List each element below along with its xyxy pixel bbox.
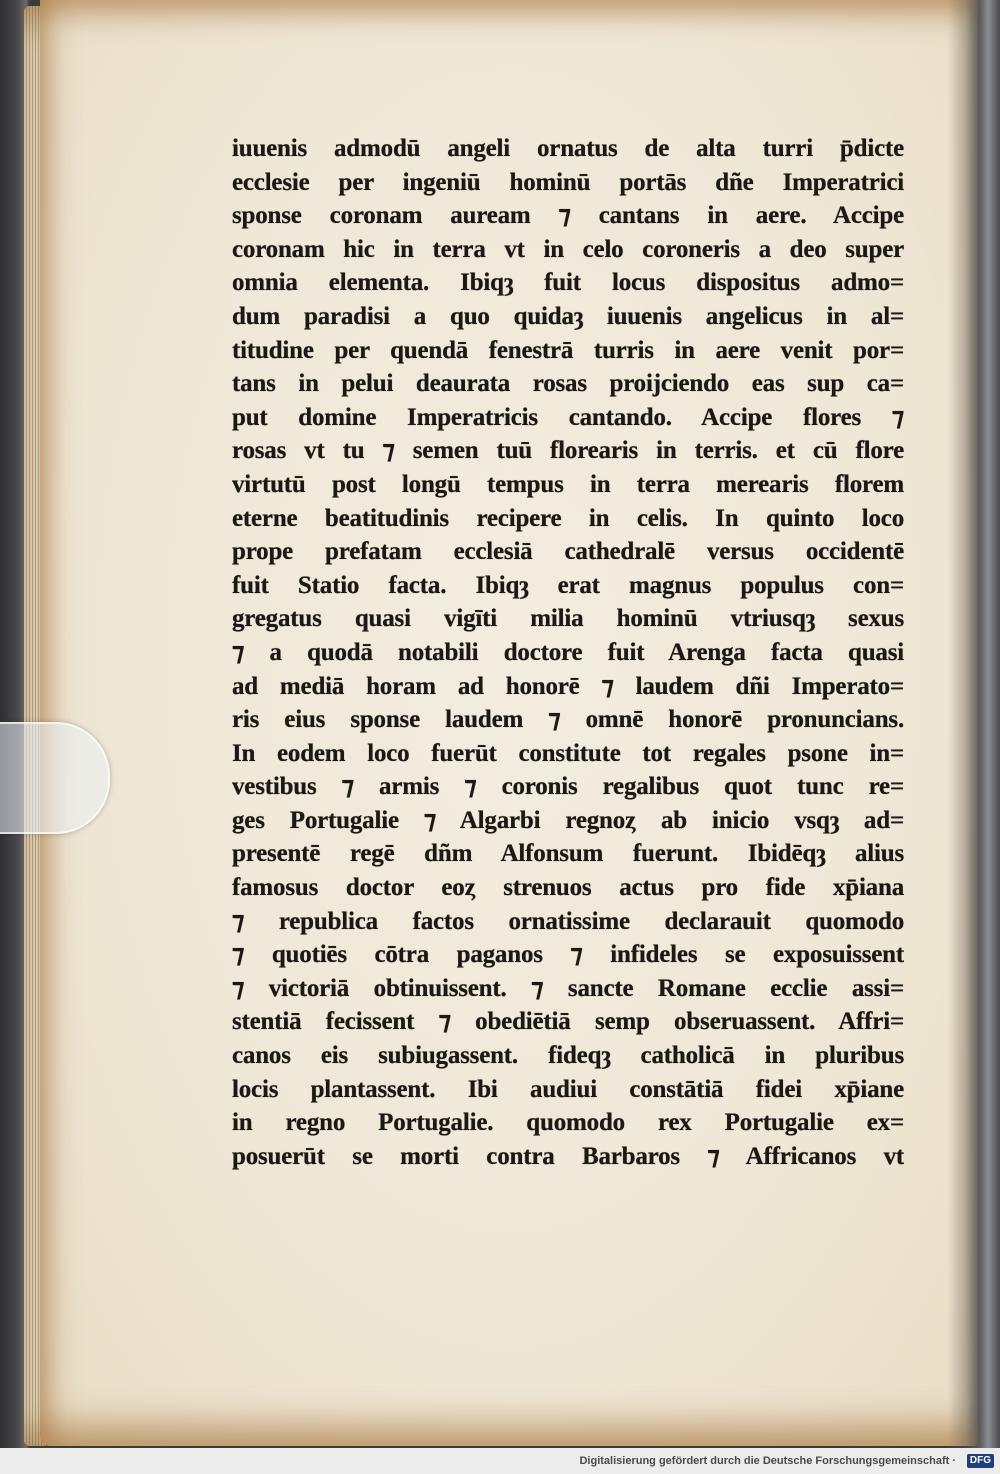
text-line: ⁊ victoriā obtinuissent. ⁊ sancte Romane ecclie assi= [232, 974, 904, 1002]
text-line: prope prefatam ecclesiā cathedralē versus occidentē [232, 538, 904, 566]
funding-notice: Digitalisierung gefördert durch die Deutsche Forschungsgemeinschaft · [579, 1455, 956, 1467]
page-clip [0, 722, 110, 834]
text-line: ⁊ republica factos ornatissime declarauit quomodo [232, 907, 904, 935]
funding-footer [0, 1448, 1000, 1474]
text-line: titudine per quendā fenestrā turris in aere venit por= [232, 336, 904, 364]
text-line: ⁊ a quodā notabili doctore fuit Arenga facta quasi [232, 638, 904, 666]
text-line: coronam hic in terra vt in celo coroneris a deo super [232, 235, 904, 263]
text-line: vestibus ⁊ armis ⁊ coronis regalibus quot tunc re= [232, 773, 904, 801]
text-line: canos eis subiugassent. fideqȝ catholicā in pluribus [232, 1042, 904, 1070]
text-line: rosas vt tu ⁊ semen tuū florearis in terris. et cū flore [232, 437, 904, 465]
binding-gutter [948, 0, 1000, 1448]
text-line: dum paradisi a quo quidaȝ iuuenis angelicus in al= [232, 302, 904, 330]
text-line: famosus doctor eoȥ strenuos actus pro fide xp̄iana [232, 874, 904, 902]
text-line: ges Portugalie ⁊ Algarbi regnoȥ ab inicio vsqȝ ad= [232, 806, 904, 834]
text-line: sponse coronam auream ⁊ cantans in aere. Accipe [232, 202, 904, 230]
text-line: presentē regē dñm Alfonsum fuerunt. Ibidēqȝ alius [232, 840, 904, 868]
text-line: iuuenis admodū angeli ornatus de alta turri p̄dicte [232, 135, 904, 162]
text-line: in regno Portugalie. quomodo rex Portugalie ex= [232, 1109, 904, 1137]
text-line: ad mediā horam ad honorē ⁊ laudem dñi Imperato= [232, 672, 904, 700]
printed-text-block [232, 132, 904, 1173]
text-line: locis plantassent. Ibi audiui constātiā fidei xp̄iane [232, 1075, 904, 1103]
text-line: tans in pelui deaurata rosas proijciendo eas sup ca= [232, 370, 904, 398]
text-line: fuit Statio facta. Ibiqȝ erat magnus populus con= [232, 571, 904, 599]
text-line: ris eius sponse laudem ⁊ omnē honorē pronuncians. [232, 706, 904, 734]
text-line: eterne beatitudinis recipere in celis. In quinto loco [232, 504, 904, 532]
text-line: In eodem loco fuerūt constitute tot regales psone in= [232, 739, 904, 767]
text-line: omnia elementa. Ibiqȝ fuit locus dispositus admo= [232, 269, 904, 297]
text-line: gregatus quasi vigīti milia hominū vtriusqȝ sexus [232, 605, 904, 633]
text-line: ecclesie per ingeniū hominū portās dñe Imperatrici [232, 168, 904, 196]
text-line: virtutū post longū tempus in terra merearis florem [232, 470, 904, 498]
text-line: stentiā fecissent ⁊ obediētiā semp obseruassent. Affri= [232, 1008, 904, 1036]
dfg-logo-icon: DFG [967, 1454, 994, 1468]
text-line: put domine Imperatricis cantando. Accipe flores ⁊ [232, 403, 904, 431]
text-line: posuerūt se morti contra Barbaros ⁊ Affricanos vt [232, 1142, 904, 1170]
text-line: ⁊ quotiēs cōtra paganos ⁊ infideles se exposuissent [232, 941, 904, 969]
